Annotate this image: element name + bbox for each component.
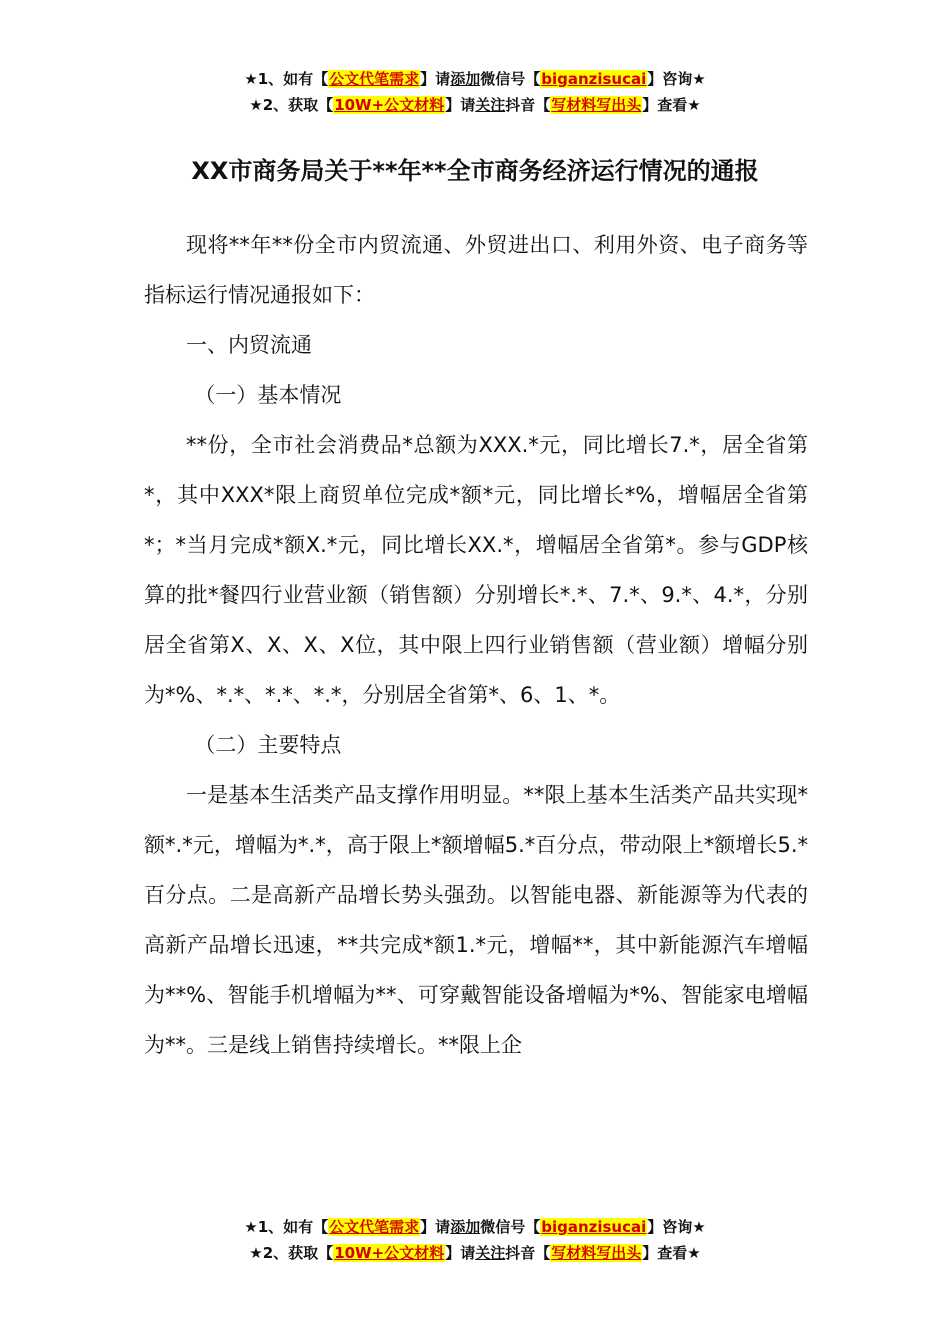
wechat-id-highlight: biganzisucai <box>541 1218 647 1236</box>
banner-underlined-text: 添加 <box>450 70 481 88</box>
header-banner <box>0 66 950 118</box>
banner-text: 】咨询★ <box>647 1218 706 1236</box>
footer-banner <box>0 1214 950 1266</box>
header-banner-line-2 <box>0 92 950 118</box>
intro-paragraph: 现将**年**份全市内贸流通、外贸进出口、利用外资、电子商务等指标运行情况通报如下： <box>144 233 808 307</box>
banner-text: 】查看★ <box>642 96 701 114</box>
banner-text: ★1、如有【 <box>244 1218 329 1236</box>
service-highlight: 公文代笔需求 <box>329 1218 420 1236</box>
header-banner-line-1 <box>0 66 950 92</box>
banner-text: 】请 <box>420 70 451 88</box>
banner-text: ★1、如有【 <box>244 70 329 88</box>
banner-text: 】查看★ <box>642 1244 701 1262</box>
banner-underlined-text: 关注 <box>475 96 506 114</box>
banner-text: 微信号【 <box>480 1218 541 1236</box>
douyin-account-highlight: 写材料写出头 <box>551 1244 642 1262</box>
subsection-heading: （二）主要特点 <box>194 733 342 757</box>
banner-text: 抖音【 <box>505 96 551 114</box>
footer-banner-line-1 <box>0 1214 950 1240</box>
banner-text: 】请 <box>420 1218 451 1236</box>
banner-text: 】咨询★ <box>647 70 706 88</box>
douyin-account-highlight: 写材料写出头 <box>551 96 642 114</box>
banner-text: 微信号【 <box>480 70 541 88</box>
materials-highlight: 10W+公文材料 <box>334 1244 445 1262</box>
banner-text: 】请 <box>445 1244 476 1262</box>
service-highlight: 公文代笔需求 <box>329 70 420 88</box>
wechat-id-highlight: biganzisucai <box>541 70 647 88</box>
body-paragraph: **份，全市社会消费品*总额为XXX.*元，同比增长7.*，居全省第*，其中XXX*限上商贸单位完成*额*元，同比增长*%，增幅居全省第*；*当月完成*额X.*元，同比增长XX.*，增幅居全省第*。参与GDP核算的批*餐四行业营业额（销售额）分别增长*.*、7.*、9.*、4.*，分别居全省第X、X、X、X位，其中限上四行业销售额（营业额）增幅分别为*%、*.*、*.*、*.*，分别居全省第*、6、1、*。 <box>144 433 808 707</box>
banner-underlined-text: 关注 <box>475 1244 506 1262</box>
banner-text: 抖音【 <box>505 1244 551 1262</box>
footer-banner-line-2 <box>0 1240 950 1266</box>
subsection-heading: （一）基本情况 <box>194 383 342 407</box>
document-body <box>144 220 808 1070</box>
banner-text: ★2、获取【 <box>249 1244 334 1262</box>
banner-underlined-text: 添加 <box>450 1218 481 1236</box>
materials-highlight: 10W+公文材料 <box>334 96 445 114</box>
section-heading: 一、内贸流通 <box>186 333 312 357</box>
banner-text: ★2、获取【 <box>249 96 334 114</box>
document-title: XX市商务局关于**年**全市商务经济运行情况的通报 <box>191 157 759 185</box>
banner-text: 】请 <box>445 96 476 114</box>
body-paragraph: 一是基本生活类产品支撑作用明显。**限上基本生活类产品共实现*额*.*元，增幅为*.*，高于限上*额增幅5.*百分点，带动限上*额增长5.*百分点。二是高新产品增长势头强劲。以智能电器、新能源等为代表的高新产品增长迅速，**共完成*额1.*元，增幅**，其中新能源汽车增幅为**%、智能手机增幅为**、可穿戴智能设备增幅为*%、智能家电增幅为**。三是线上销售持续增长。**限上企 <box>144 783 808 1057</box>
